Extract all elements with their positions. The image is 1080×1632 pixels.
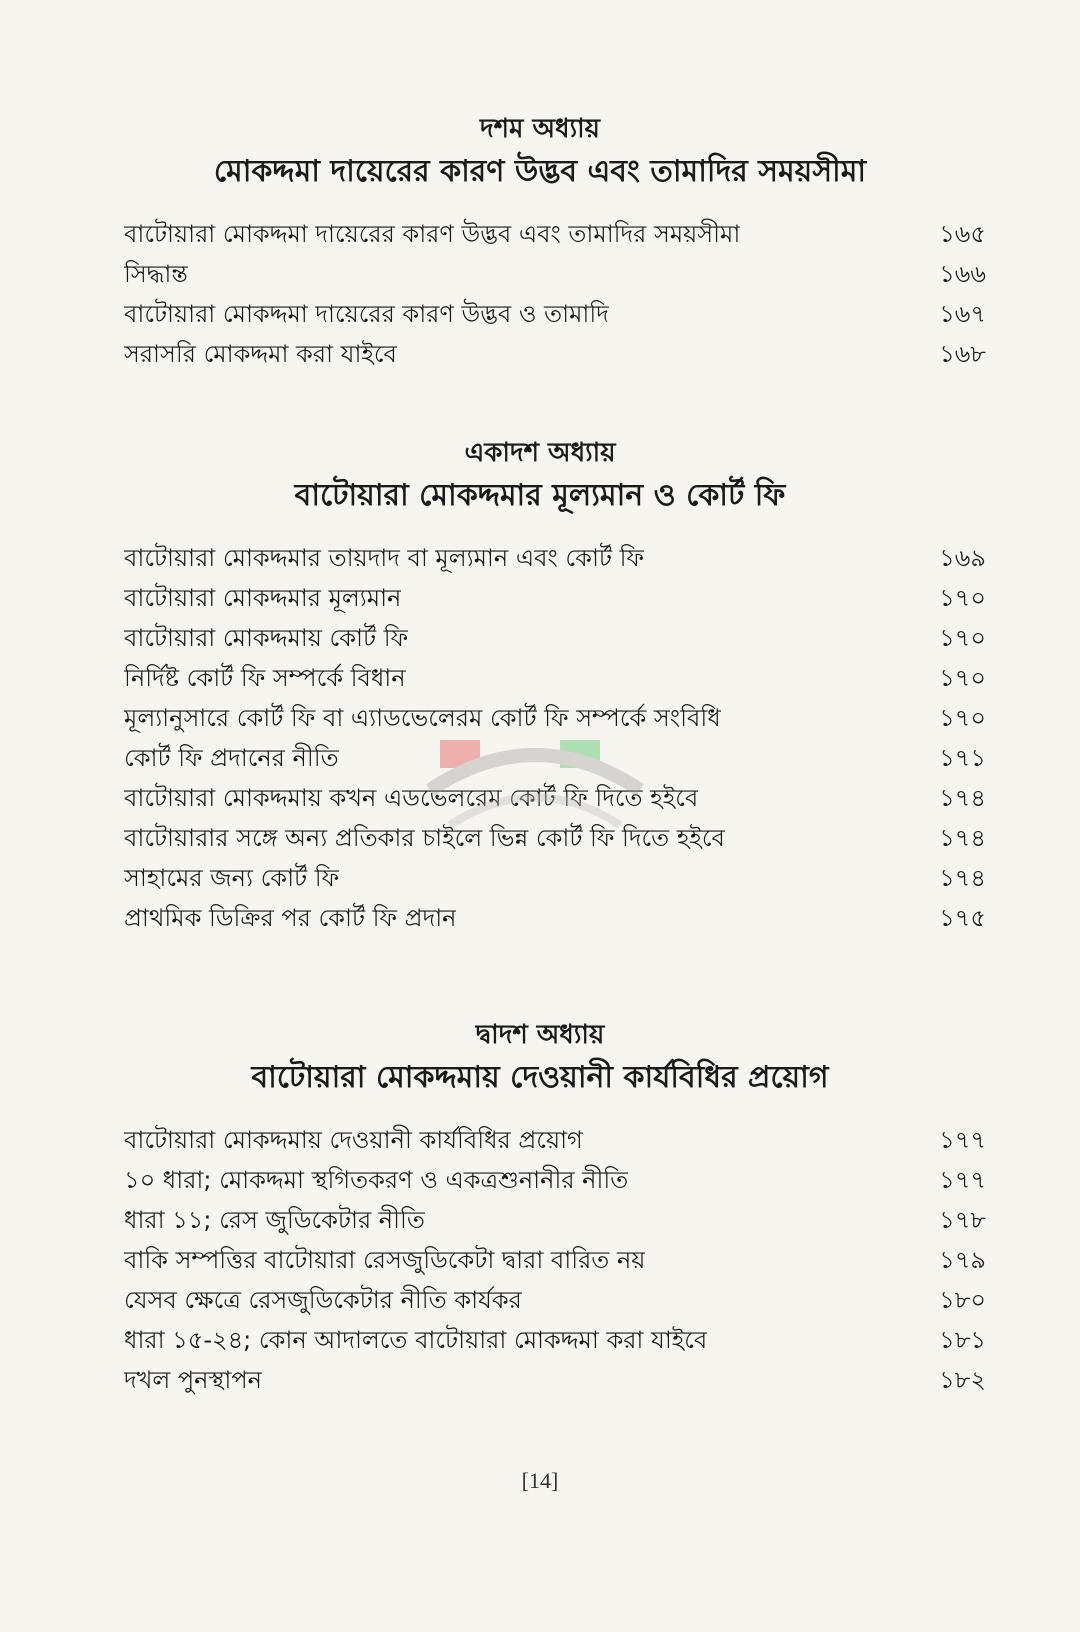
entry-text: সিদ্ধান্ত xyxy=(124,260,188,288)
toc-entries xyxy=(124,214,986,374)
toc-entry xyxy=(124,1200,986,1240)
entry-page: ১৭০ xyxy=(939,704,986,732)
toc-entry xyxy=(124,658,986,698)
watermark-logo xyxy=(420,730,650,840)
entry-page: ১৭৪ xyxy=(939,784,986,812)
chapter-12 xyxy=(0,1018,1080,1400)
entry-page: ১৭০ xyxy=(939,584,986,612)
entry-page: ১৬৯ xyxy=(939,544,986,572)
entry-text: বাটোয়ারা মোকদ্দমায় কোর্ট ফি xyxy=(124,624,409,652)
entry-text: সাহামের জন্য কোর্ট ফি xyxy=(124,864,340,892)
chapter-title: বাটোয়ারা মোকদ্দমার মূল্যমান ও কোর্ট ফি xyxy=(294,478,786,513)
chapter-title: মোকদ্দমা দায়েরের কারণ উদ্ভব এবং তামাদির সময়সীমা xyxy=(213,154,867,189)
entry-text: বাটোয়ারা মোকদ্দমায় দেওয়ানী কার্যবিধির প্রয়োগ xyxy=(124,1126,583,1154)
entry-text: ধারা ১৫-২৪; কোন আদালতে বাটোয়ারা মোকদ্দমা করা যাইবে xyxy=(124,1326,708,1354)
chapter-number: একাদশ অধ্যায় xyxy=(464,438,616,468)
entry-text: ধারা ১১; রেস জুডিকেটার নীতি xyxy=(124,1206,425,1234)
entry-page: ১৬৫ xyxy=(939,220,986,248)
entry-page: ১৭৭ xyxy=(939,1126,986,1154)
toc-entry xyxy=(124,1240,986,1280)
entry-text: বাটোয়ারার সঙ্গে অন্য প্রতিকার চাইলে ভিন্ন কোর্ট ফি দিতে হইবে xyxy=(124,824,725,852)
toc-entry xyxy=(124,294,986,334)
toc-entry xyxy=(124,1280,986,1320)
chapter-10 xyxy=(0,112,1080,374)
toc-entry xyxy=(124,538,986,578)
toc-entry xyxy=(124,214,986,254)
entry-page: ১৬৭ xyxy=(939,300,986,328)
entry-text: ১০ ধারা; মোকদ্দমা স্থগিতকরণ ও একত্রশুনানীর নীতি xyxy=(124,1166,629,1194)
entry-text: বাকি সম্পত্তির বাটোয়ারা রেসজুডিকেটা দ্বারা বারিত নয় xyxy=(124,1246,646,1274)
page-number: [14] xyxy=(521,1468,559,1493)
entry-text: বাটোয়ারা মোকদ্দমা দায়েরের কারণ উদ্ভব এবং তামাদির সময়সীমা xyxy=(124,220,741,248)
entry-text: দখল পুনস্থাপন xyxy=(124,1366,262,1394)
entry-text: নির্দিষ্ট কোর্ট ফি সম্পর্কে বিধান xyxy=(124,664,406,692)
toc-entry xyxy=(124,334,986,374)
chapter-11 xyxy=(0,436,1080,938)
chapter-number: দ্বাদশ অধ্যায় xyxy=(475,1020,605,1050)
entry-page: ১৭৯ xyxy=(939,1246,986,1274)
toc-entry xyxy=(124,254,986,294)
toc-entries xyxy=(124,1120,986,1400)
entry-page: ১৬৬ xyxy=(939,260,986,288)
entry-page: ১৮০ xyxy=(939,1286,986,1314)
toc-entry xyxy=(124,578,986,618)
entry-text: প্রাথমিক ডিক্রির পর কোর্ট ফি প্রদান xyxy=(124,904,457,932)
toc-entry xyxy=(124,898,986,938)
toc-entry xyxy=(124,1360,986,1400)
entry-page: ১৬৮ xyxy=(939,340,986,368)
entry-text: কোর্ট ফি প্রদানের নীতি xyxy=(124,744,339,772)
entry-page: ১৭০ xyxy=(939,664,986,692)
entry-text: মূল্যানুসারে কোর্ট ফি বা এ্যাডভেলেরম কোর্ট ফি সম্পর্কে সংবিধি xyxy=(124,704,721,732)
entry-text: বাটোয়ারা মোকদ্দমায় কখন এডভেলরেম কোর্ট ফি দিতে হইবে xyxy=(124,784,699,812)
entry-text: বাটোয়ারা মোকদ্দমার মূল্যমান xyxy=(124,584,402,612)
toc-entry xyxy=(124,1160,986,1200)
entry-page: ১৭০ xyxy=(939,624,986,652)
entry-page: ১৭৮ xyxy=(939,1206,986,1234)
toc-entry xyxy=(124,1120,986,1160)
entry-page: ১৭৪ xyxy=(939,824,986,852)
chapter-title: বাটোয়ারা মোকদ্দমায় দেওয়ানী কার্যবিধির প্রয়োগ xyxy=(251,1060,829,1095)
entry-text: সরাসরি মোকদ্দমা করা যাইবে xyxy=(124,340,397,368)
chapter-number: দশম অধ্যায় xyxy=(479,114,601,144)
entry-text: যেসব ক্ষেত্রে রেসজুডিকেটার নীতি কার্যকর xyxy=(124,1286,522,1314)
entry-page: ১৭৪ xyxy=(939,864,986,892)
toc-entry xyxy=(124,858,986,898)
entry-text: বাটোয়ারা মোকদ্দমা দায়েরের কারণ উদ্ভব ও তামাদি xyxy=(124,300,609,328)
entry-page: ১৮২ xyxy=(939,1366,986,1394)
entry-text: বাটোয়ারা মোকদ্দমার তায়দাদ বা মূল্যমান এবং কোর্ট ফি xyxy=(124,544,645,572)
toc-entry xyxy=(124,618,986,658)
entry-page: ১৮১ xyxy=(939,1326,986,1354)
toc-entry xyxy=(124,1320,986,1360)
entry-page: ১৭১ xyxy=(939,744,986,772)
entry-page: ১৭৭ xyxy=(939,1166,986,1194)
entry-page: ১৭৫ xyxy=(939,904,986,932)
